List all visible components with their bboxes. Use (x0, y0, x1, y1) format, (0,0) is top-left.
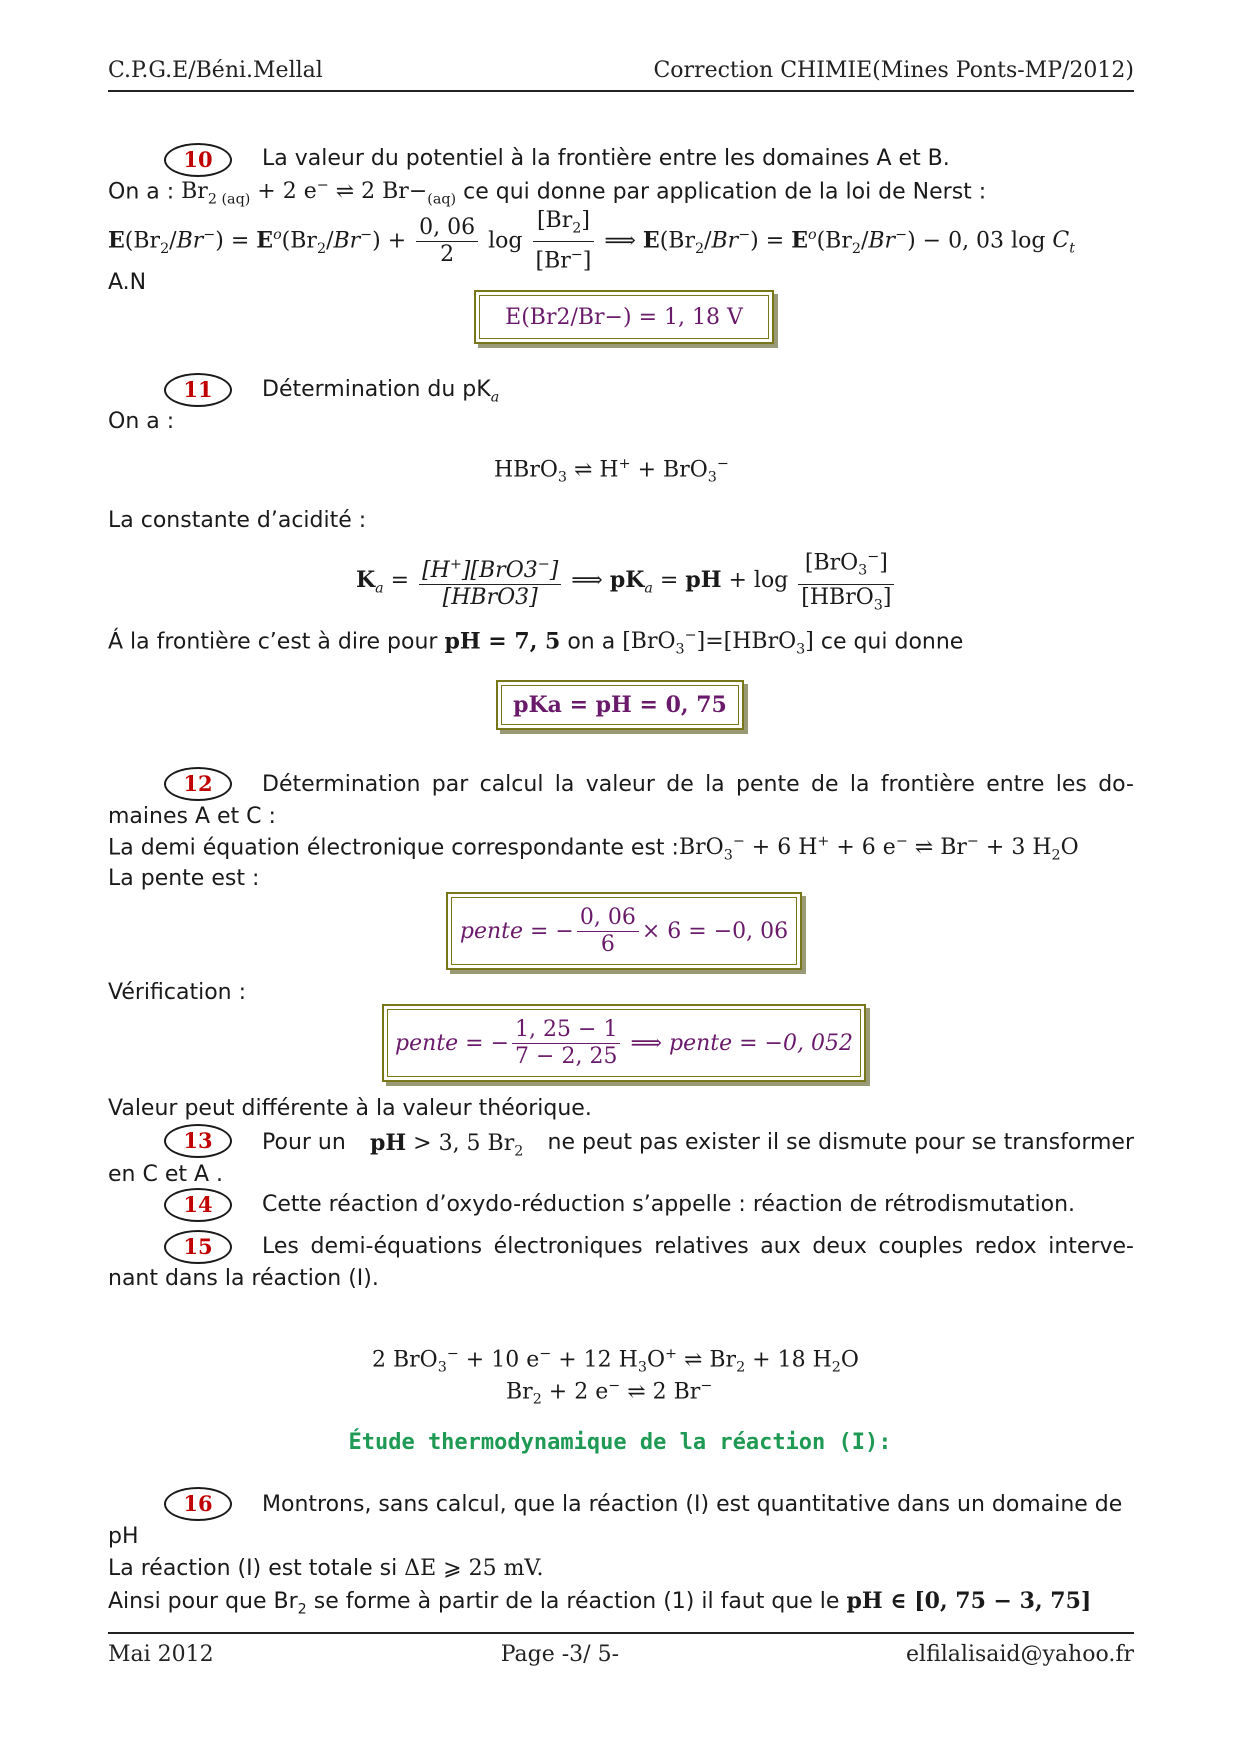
q10-reaction-line (108, 178, 986, 208)
footer-rule (108, 1632, 1134, 1634)
q11-frontier-text-3: ce qui donne (820, 629, 964, 655)
q15-half-equation-2: $Br_2 + 2$ e− ⇌ 2 Br− (506, 1378, 713, 1408)
header-rule (108, 90, 1134, 92)
q16-text-1: Montrons, sans calcul, que la réaction (I) est quantitative dans un domaine de (262, 1492, 1123, 1517)
q15-text-2: nant dans la réaction (I). (108, 1266, 379, 1291)
q16-total-text: La réaction (I) est totale si (108, 1556, 398, 1581)
question-number-14: 14 (164, 1188, 232, 1222)
q16-final-line: Ainsi pour que $Br_2$ se forme à partir de la réaction (1) il faut que le pH ∈ [0, 75 − 3, 75] (108, 1588, 1092, 1618)
q14-text: Cette réaction d’oxydo-réduction s’appelle : réaction de rétrodismutation. (262, 1192, 1076, 1217)
q11-result: pKa = pH = 0, 75 (501, 685, 739, 725)
q13-text-3: ne peut pas exister il se dismute pour se transformer (547, 1130, 1134, 1155)
question-number-12: 12 (164, 767, 232, 801)
q11-ph-value: pH = 7, 5 (444, 628, 561, 655)
section-title: Étude thermodynamique de la réaction (I): (348, 1430, 892, 1455)
q12-demi-line: La demi équation électronique correspondante est :BrO$_3$− + 6 H+ + 6 e− ⇌ Br− + 3 $H_2O$ (108, 834, 1079, 864)
q12-pente-formula: pente = − $\frac{0, 06}{6}$ × 6 = −0, 06 (451, 897, 797, 965)
q11-frontier-text-2: on a (567, 629, 616, 655)
q12-pente-den: 6 (600, 931, 615, 957)
footer-right: elfilalisaid@yahoo.fr (906, 1642, 1134, 1667)
question-number-16: 16 (164, 1487, 232, 1521)
q10-on-a: On a : (108, 179, 175, 205)
q12-pente-label: La pente est : (108, 866, 260, 891)
q11-acid-equilibrium: HBrO$_3$ ⇌ H+ + BrO$_3$− (494, 456, 729, 486)
question-number-10: 10 (164, 143, 232, 177)
q16-final-3: pH ∈ [0, 75 − 3, 75] (846, 1588, 1092, 1614)
q16-text-2: pH (108, 1524, 139, 1549)
question-number-13: 13 (164, 1124, 232, 1158)
q12-pente-box (446, 892, 802, 970)
q13-text-1: Pour un (262, 1130, 346, 1155)
page-header (108, 58, 1134, 83)
q10-result-box (474, 290, 774, 344)
header-left: C.P.G.E/Béni.Mellal (108, 58, 323, 83)
q12-verif-num: 1, 25 − 1 (512, 1017, 620, 1044)
footer-left: Mai 2012 (108, 1642, 214, 1667)
question-number-11: 11 (164, 373, 232, 407)
q16-final-1: Ainsi pour que Br (108, 1589, 298, 1614)
q11-title: Détermination du pK (262, 377, 491, 402)
q10-title: La valeur du potentiel à la frontière entre les domaines A et B. (262, 146, 950, 171)
q10-coef-den: 2 (440, 241, 455, 267)
q12-demi-label: La demi équation électronique correspondante est : (108, 835, 679, 861)
q12-verif-result: pente = −0, 052 (668, 1030, 853, 1056)
q12-title-2: maines A et C : (108, 804, 276, 829)
q10-result: E(Br2/Br−) = 1, 18 V (479, 295, 769, 339)
q12-verif-formula: pente = − $\frac{1, 25 - 1}{7 - 2, 25}$ ⟹ pente = −0, 052 (387, 1009, 861, 1077)
q11-ka-formula: $K_a$ = $\frac{[H^+][BrO3^-]}{\text{[HBrO3]}}$ ⟹ $pK_a$ = pH + log $\frac{[BrO_3^-]}{[HBrO_3]}$ (356, 544, 897, 618)
q12-note: Valeur peut différente à la valeur théorique. (108, 1096, 592, 1121)
q13-line-1: Pour un pH > 3, 5 $Br_2$ ne peut pas exister il se dismute pour se transformer (262, 1130, 1134, 1160)
q12-pente-result: × 6 = −0, 06 (641, 918, 789, 944)
q12-verif-box (382, 1004, 866, 1082)
q12-pente-num: 0, 06 (577, 905, 639, 932)
q11-frontier-line: Á la frontière c’est à dire pour pH = 7, 5 on a [BrO$_3$−]=[HBrO$_3$] ce qui donne (108, 628, 964, 658)
q13-text-4: en C et A . (108, 1162, 224, 1187)
q16-total-line (108, 1556, 543, 1581)
q10-reaction-eq: $Br_{2 (aq)} + 2$ e− ⇌ 2 $Br-_{(aq)}$ (181, 178, 457, 208)
q15-text-1: Les demi-équations électroniques relatives aux deux couples redox interve- (262, 1234, 1134, 1259)
header-right: Correction CHIMIE(Mines Ponts-MP/2012) (653, 58, 1134, 83)
q11-frontier-text-1: Á la frontière c’est à dire pour (108, 629, 438, 655)
page-footer (108, 1642, 1134, 1667)
q11-result-box (496, 680, 744, 730)
q10-nernst-formula: $E(Br_2/Br^-) = E^o(Br_2/Br^-)$ + $\frac{0, 06}{2}$ log $\frac{[Br_2]}{[Br^-]}$ ⟹ $E(Br_2/Br^-) = E^o(Br_2/Br^-) - 0$, 03 $\log C_t$ (108, 208, 1075, 274)
footer-center: Page -3/ 5- (500, 1642, 619, 1667)
question-number-15: 15 (164, 1230, 232, 1264)
q11-acid-label: La constante d’acidité : (108, 508, 367, 533)
q16-total-cond: ΔE ⩾ 25 mV. (404, 1556, 544, 1581)
q12-verif-label: Vérification : (108, 980, 247, 1005)
q12-verif-den: 7 − 2, 25 (515, 1043, 618, 1069)
q12-title-1: Détermination par calcul la valeur de la pente de la frontière entre les do- (262, 772, 1134, 797)
q10-reaction-tail: ce qui donne par application de la loi de Nerst : (463, 179, 987, 205)
q11-title-line: Détermination du $pK_a$ (262, 377, 500, 406)
q10-coef-num: 0, 06 (416, 215, 478, 242)
q15-half-equation-1: 2 BrO$_3$− + 10 e− + 12 $H_3O^+$ ⇌ $Br_2 + 18$ $H_2O$ (372, 1346, 859, 1376)
q10-an: A.N (108, 270, 147, 295)
q16-final-2: se forme à partir de la réaction (1) il faut que le (313, 1589, 840, 1614)
q11-on-a: On a : (108, 409, 175, 434)
